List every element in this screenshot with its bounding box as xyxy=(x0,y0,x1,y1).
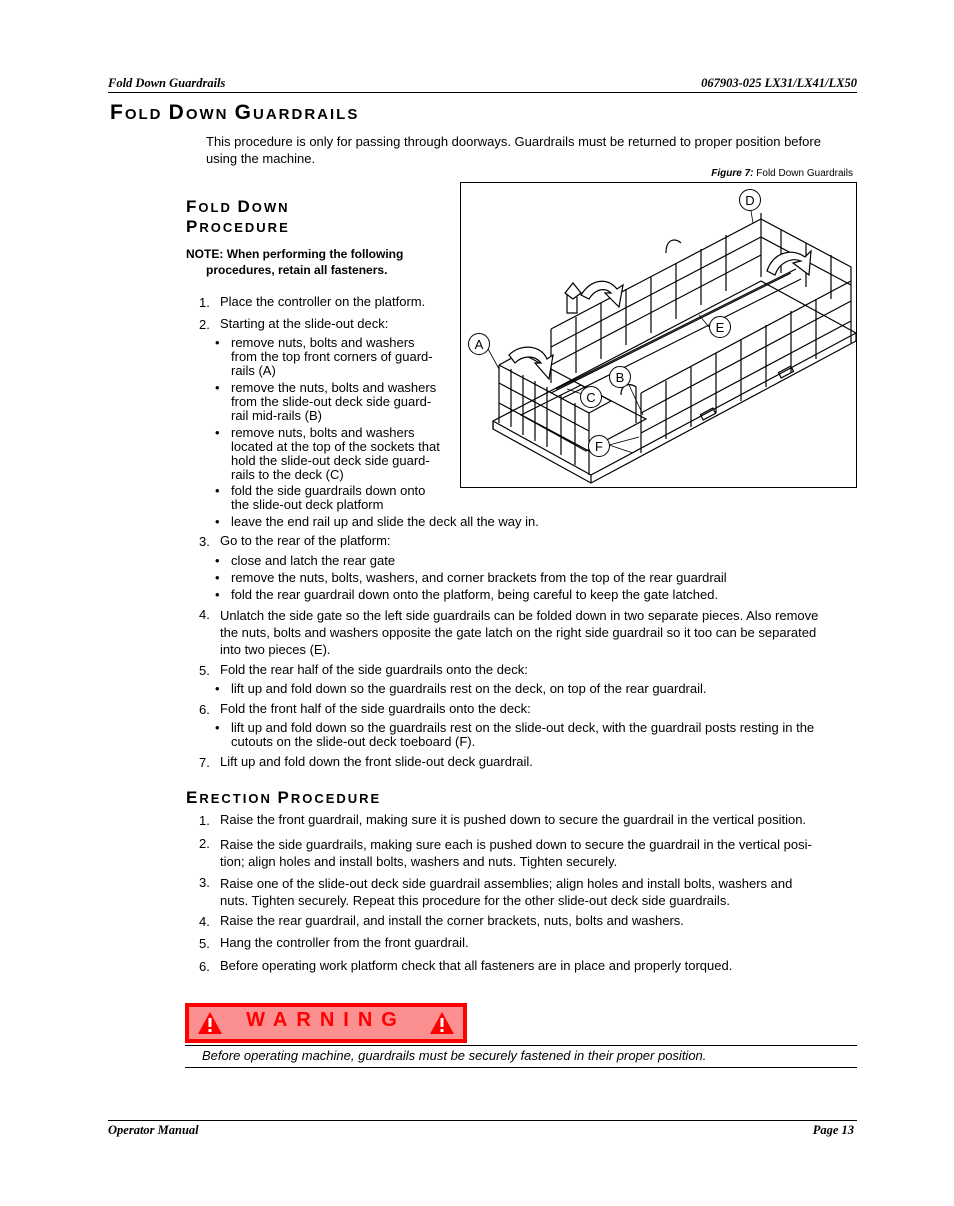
fold-arrow-left-icon xyxy=(581,281,623,307)
figure-fold-down-guardrails xyxy=(460,182,857,488)
intro-paragraph: This procedure is only for passing through doorways. Guardrails must be returned to proper position before using the machine. xyxy=(206,134,821,166)
erection-step-1: Raise the front guardrail, making sure it is pushed down to secure the guardrail in the vertical position. xyxy=(220,812,807,827)
callout-e: E xyxy=(709,316,731,338)
fold-arrow-rear-icon xyxy=(767,251,811,275)
erection-step-4: Raise the rear guardrail, and install the corner brackets, nuts, bolts and washers. xyxy=(220,913,684,928)
callout-b: B xyxy=(609,366,631,388)
warning-text: Before operating machine, guardrails must be securely fastened in their proper position. xyxy=(202,1048,707,1063)
fold-step-6-bullet-1: • lift up and fold down so the guardrails rest on the slide-out deck, with the guardrail posts resting in the cutouts on the slide-out deck toeboard (F). xyxy=(231,721,814,749)
fold-step-3-bullet-2: • remove the nuts, bolts, washers, and corner brackets from the top of the rear guardrail xyxy=(231,571,727,585)
callout-f: F xyxy=(588,435,610,457)
fold-step-2-bullet-2: • remove the nuts, bolts and washers from the slide-out deck side guard- rail mid-rails (B) xyxy=(231,381,436,423)
step-number: 4. xyxy=(199,914,210,929)
step-number: 7. xyxy=(199,755,210,770)
warning-rule-bottom xyxy=(185,1067,857,1068)
erection-step-5: Hang the controller from the front guardrail. xyxy=(220,935,469,950)
running-header-left: Fold Down Guardrails xyxy=(108,76,226,90)
warning-rule-top xyxy=(185,1045,857,1046)
note: NOTE: When performing the following procedures, retain all fasteners. xyxy=(186,247,404,277)
step-number: 5. xyxy=(199,936,210,951)
fold-step-1: Place the controller on the platform. xyxy=(220,294,426,309)
fold-step-6: Fold the front half of the side guardrails onto the deck: xyxy=(220,701,531,716)
fold-step-7: Lift up and fold down the front slide-out deck guardrail. xyxy=(220,754,533,769)
step-number: 5. xyxy=(199,663,210,678)
step-number: 1. xyxy=(199,295,210,310)
fold-procedure-heading: FOLD DOWN PROCEDURE xyxy=(186,197,290,236)
callout-d: D xyxy=(739,189,761,211)
header-rule xyxy=(108,92,857,93)
page-number: Page 13 xyxy=(812,1123,854,1137)
step-number: 2. xyxy=(199,836,210,851)
step-number: 6. xyxy=(199,959,210,974)
warning-banner xyxy=(185,1003,467,1043)
step-number: 3. xyxy=(199,534,210,549)
callout-a: A xyxy=(468,333,490,355)
fold-step-5: Fold the rear half of the side guardrails onto the deck: xyxy=(220,662,528,677)
platform-deck xyxy=(493,281,856,483)
fold-step-5-bullet-1: • lift up and fold down so the guardrails rest on the deck, on top of the rear guardrail. xyxy=(231,682,707,696)
fold-step-2-bullet-4: • fold the side guardrails down onto the slide-out deck platform xyxy=(231,484,425,512)
footer-rule xyxy=(108,1120,857,1121)
erection-procedure-heading: ERECTION PROCEDURE xyxy=(186,788,382,807)
guardrail-illustration xyxy=(461,183,856,487)
erection-step-3: Raise one of the slide-out deck side guardrail assemblies; align holes and install bolts, washers and nuts. Tighten securely. Repeat this procedure for the other slide-out deck side guardrails. xyxy=(220,876,793,908)
step-number: 2. xyxy=(199,317,210,332)
fold-arrow-up-icon xyxy=(565,283,581,313)
step-number: 1. xyxy=(199,813,210,828)
fold-step-2-bullet-1: • remove nuts, bolts and washers from the top front corners of guard- rails (A) xyxy=(231,336,433,378)
fold-step-2: Starting at the slide-out deck: xyxy=(220,316,389,331)
fold-step-2-bullet-3: • remove nuts, bolts and washers located at the top of the sockets that hold the slide-out deck side guard- rails to the deck (C) xyxy=(231,426,440,482)
step-number: 3. xyxy=(199,875,210,890)
running-header-right: 067903-025 LX31/LX41/LX50 xyxy=(701,76,857,90)
footer-left: Operator Manual xyxy=(108,1123,199,1137)
page-title: FOLD DOWN GUARDRAILS xyxy=(110,101,360,124)
warning-label: WARNING xyxy=(246,1009,406,1031)
fold-step-4: Unlatch the side gate so the left side guardrails can be folded down in two separate pieces. Also remove the nuts, bolts and washers opposite the gate latch on the right side guardrail so it too can be separated into two pieces (E). xyxy=(220,608,819,657)
erection-step-6: Before operating work platform check that all fasteners are in place and properly torqued. xyxy=(220,958,733,973)
fold-step-3-bullet-3: • fold the rear guardrail down onto the platform, being careful to keep the gate latched. xyxy=(231,588,718,602)
step-number: 4. xyxy=(199,607,210,622)
erection-step-2: Raise the side guardrails, making sure each is pushed down to secure the guardrail in the vertical posi- tion; align holes and install bolts, washers and nuts. Tighten securely. xyxy=(220,837,812,869)
callout-c: C xyxy=(580,386,602,408)
fold-step-3: Go to the rear of the platform: xyxy=(220,533,391,548)
figure-caption: Figure 7: Fold Down Guardrails xyxy=(711,168,853,179)
step-number: 6. xyxy=(199,702,210,717)
fold-step-2-bullet-5: • leave the end rail up and slide the deck all the way in. xyxy=(231,515,539,529)
fold-step-3-bullet-1: • close and latch the rear gate xyxy=(231,554,395,568)
